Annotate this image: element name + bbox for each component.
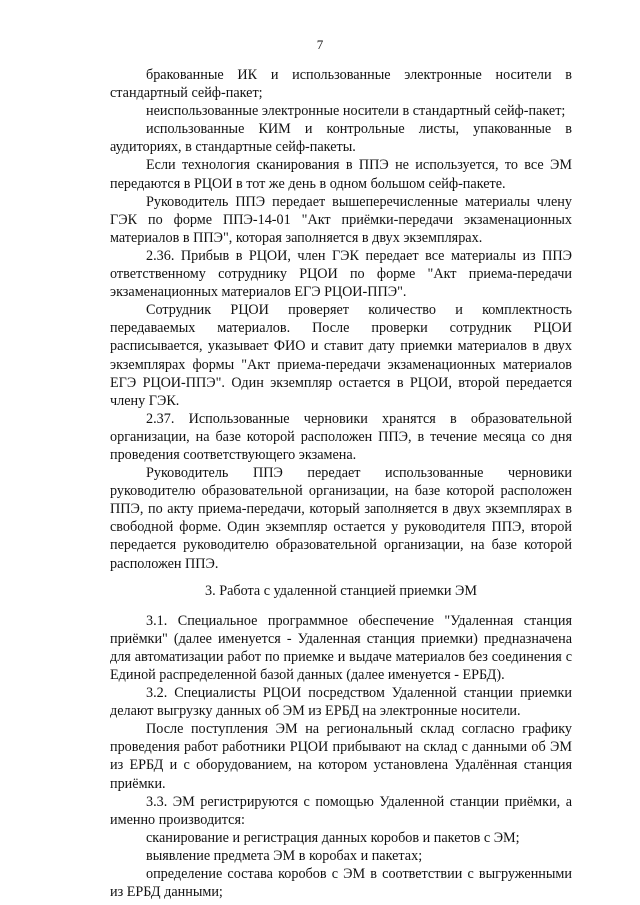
paragraph: Если технология сканирования в ППЭ не используется, то все ЭМ передаются в РЦОИ в тот же день в одном большом сейф-пакете.: [110, 157, 572, 192]
paragraph: использованные КИМ и контрольные листы, упакованные в аудиториях, в стандартные сейф-пакеты.: [110, 121, 572, 156]
section-heading: 3. Работа с удаленной станцией приемки ЭМ: [205, 582, 477, 599]
list-item: выявление предмета ЭМ в коробах и пакетах;: [146, 847, 423, 864]
paragraph: бракованные ИК и использованные электронные носители в стандартный сейф-пакет;: [110, 67, 572, 102]
paragraph: 3.2. Специалисты РЦОИ посредством Удаленной станции приемки делают выгрузку данных об ЭМ из ЕРБД на электронные носители.: [110, 685, 572, 720]
paragraph: Руководитель ППЭ передает использованные черновики руководителю образовательной организации, на базе которой расположен ППЭ, по акту приема-передачи, который заполняется в двух экземплярах в свободной форме. Один экземпляр остается у руководителя ППЭ, второй передается руководителю образовательной организации, на базе которой расположен ППЭ.: [110, 465, 572, 572]
document-body: [110, 66, 572, 901]
paragraph: Сотрудник РЦОИ проверяет количество и комплектность передаваемых материалов. После проверки сотрудник РЦОИ расписывается, указывает ФИО и ставит дату приемки материалов в двух экземплярах формы "Акт приема-передачи экзаменационных материалов ЕГЭ РЦОИ-ППЭ". Один экземпляр остается в РЦОИ, второй передается члену ГЭК.: [110, 302, 572, 409]
list-item: определение состава коробов с ЭМ в соответствии с выгруженными из ЕРБД данными;: [110, 866, 572, 901]
page-number: 7: [316, 37, 324, 52]
paragraph: Руководитель ППЭ передает вышеперечисленные материалы члену ГЭК по форме ППЭ-14-01 "Акт приёмки-передачи экзаменационных материалов в ППЭ", которая заполняется в двух экземплярах.: [110, 193, 572, 246]
paragraph: 3.1. Специальное программное обеспечение "Удаленная станция приёмки" (далее именуется - Удаленная станция приемки) предназначена для автоматизации работ по приемке и выдаче материалов без соединения с Единой распределенной базой данных (далее именуется - ЕРБД).: [110, 612, 572, 683]
paragraph: 3.3. ЭМ регистрируются с помощью Удаленной станции приёмки, а именно производится:: [110, 793, 572, 828]
paragraph: 2.37. Использованные черновики хранятся в образовательной организации, на базе которой расположен ППЭ, в течение месяца со дня проведения соответствующего экзамена.: [110, 410, 572, 463]
paragraph: 2.36. Прибыв в РЦОИ, член ГЭК передает все материалы из ППЭ ответственному сотруднику РЦОИ по форме "Акт приема-передачи экзаменационных материалов ЕГЭ РЦОИ-ППЭ".: [110, 247, 572, 301]
list-item: сканирование и регистрация данных коробов и пакетов с ЭМ;: [146, 829, 520, 846]
paragraph: неиспользованные электронные носители в стандартный сейф-пакет;: [146, 103, 566, 120]
paragraph: После поступления ЭМ на региональный склад согласно графику проведения работ работники РЦОИ прибывают на склад с данными об ЭМ из ЕРБД и с оборудованием, на котором установлена Удалённая станция приёмки.: [110, 721, 572, 792]
